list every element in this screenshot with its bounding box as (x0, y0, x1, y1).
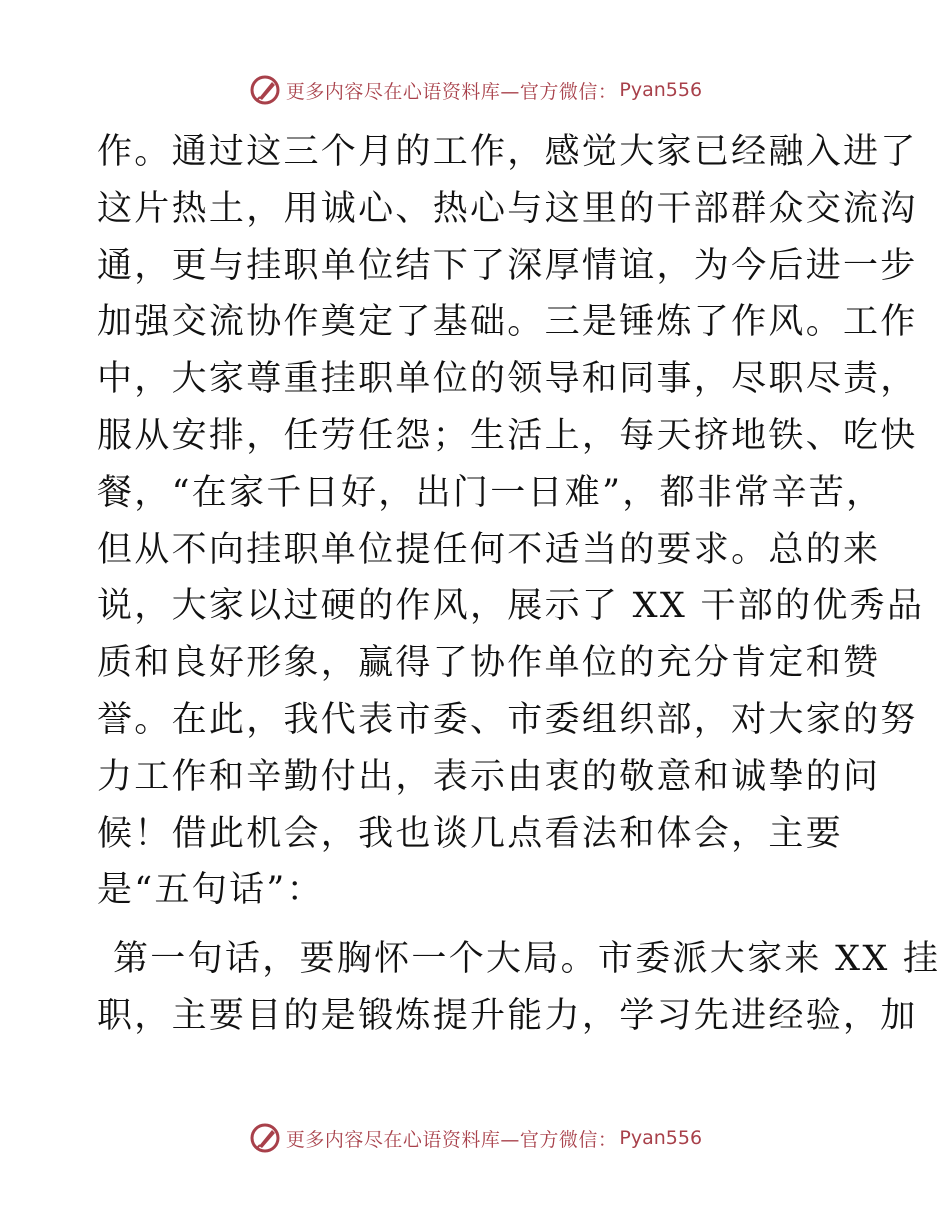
document-body (97, 124, 941, 1045)
text-line: 誉。在此，我代表市委、市委组织部，对大家的努 (97, 699, 918, 740)
paragraph (97, 124, 925, 919)
text-line: 第一句话，要胸怀一个大局。市委派大家来 XX 挂 (113, 939, 941, 980)
watermark-handle: Pyan556 (619, 79, 703, 101)
text-line: 说，大家以过硬的作风，展示了 XX 干部的优秀品 (97, 586, 925, 627)
watermark-handle: Pyan556 (619, 1127, 703, 1149)
watermark-text: 更多内容尽在心语资料库—官方微信： (285, 1128, 618, 1151)
text-line: 力工作和辛勤付出，表示由衷的敬意和诚挚的问 (97, 756, 881, 797)
text-line: 这片热土，用诚心、热心与这里的干部群众交流沟 (97, 188, 918, 229)
pen-circle-logo-icon (248, 1121, 282, 1155)
paragraph (97, 931, 941, 1045)
text-line: 加强交流协作奠定了基础。三是锤炼了作风。工作 (97, 302, 918, 343)
text-line: 质和良好形象，赢得了协作单位的充分肯定和赞 (97, 643, 881, 684)
text-line: 服从安排，任劳任怨；生活上，每天挤地铁、吃快 (97, 415, 918, 456)
text-line: 餐，“在家千日好，出门一日难”，都非常辛苦， (97, 472, 884, 513)
paragraph-gap (97, 919, 857, 931)
text-line: 但从不向挂职单位提任何不适当的要求。总的来 (97, 529, 881, 570)
text-line: 作。通过这三个月的工作，感觉大家已经融入进了 (97, 132, 918, 172)
header-watermark (0, 70, 950, 110)
text-line: 通，更与挂职单位结下了深厚情谊，为今后进一步 (97, 245, 918, 286)
text-line: 中，大家尊重挂职单位的领导和同事，尽职尽责， (97, 359, 918, 400)
watermark-text: 更多内容尽在心语资料库—官方微信： (285, 80, 618, 103)
text-line: 是“五句话”： (97, 870, 324, 911)
footer-watermark (0, 1118, 950, 1158)
text-line: 候！借此机会，我也谈几点看法和体会，主要 (97, 813, 844, 854)
text-line: 职，主要目的是锻炼提升能力，学习先进经验，加 (97, 995, 918, 1036)
pen-circle-logo-icon (248, 73, 282, 107)
